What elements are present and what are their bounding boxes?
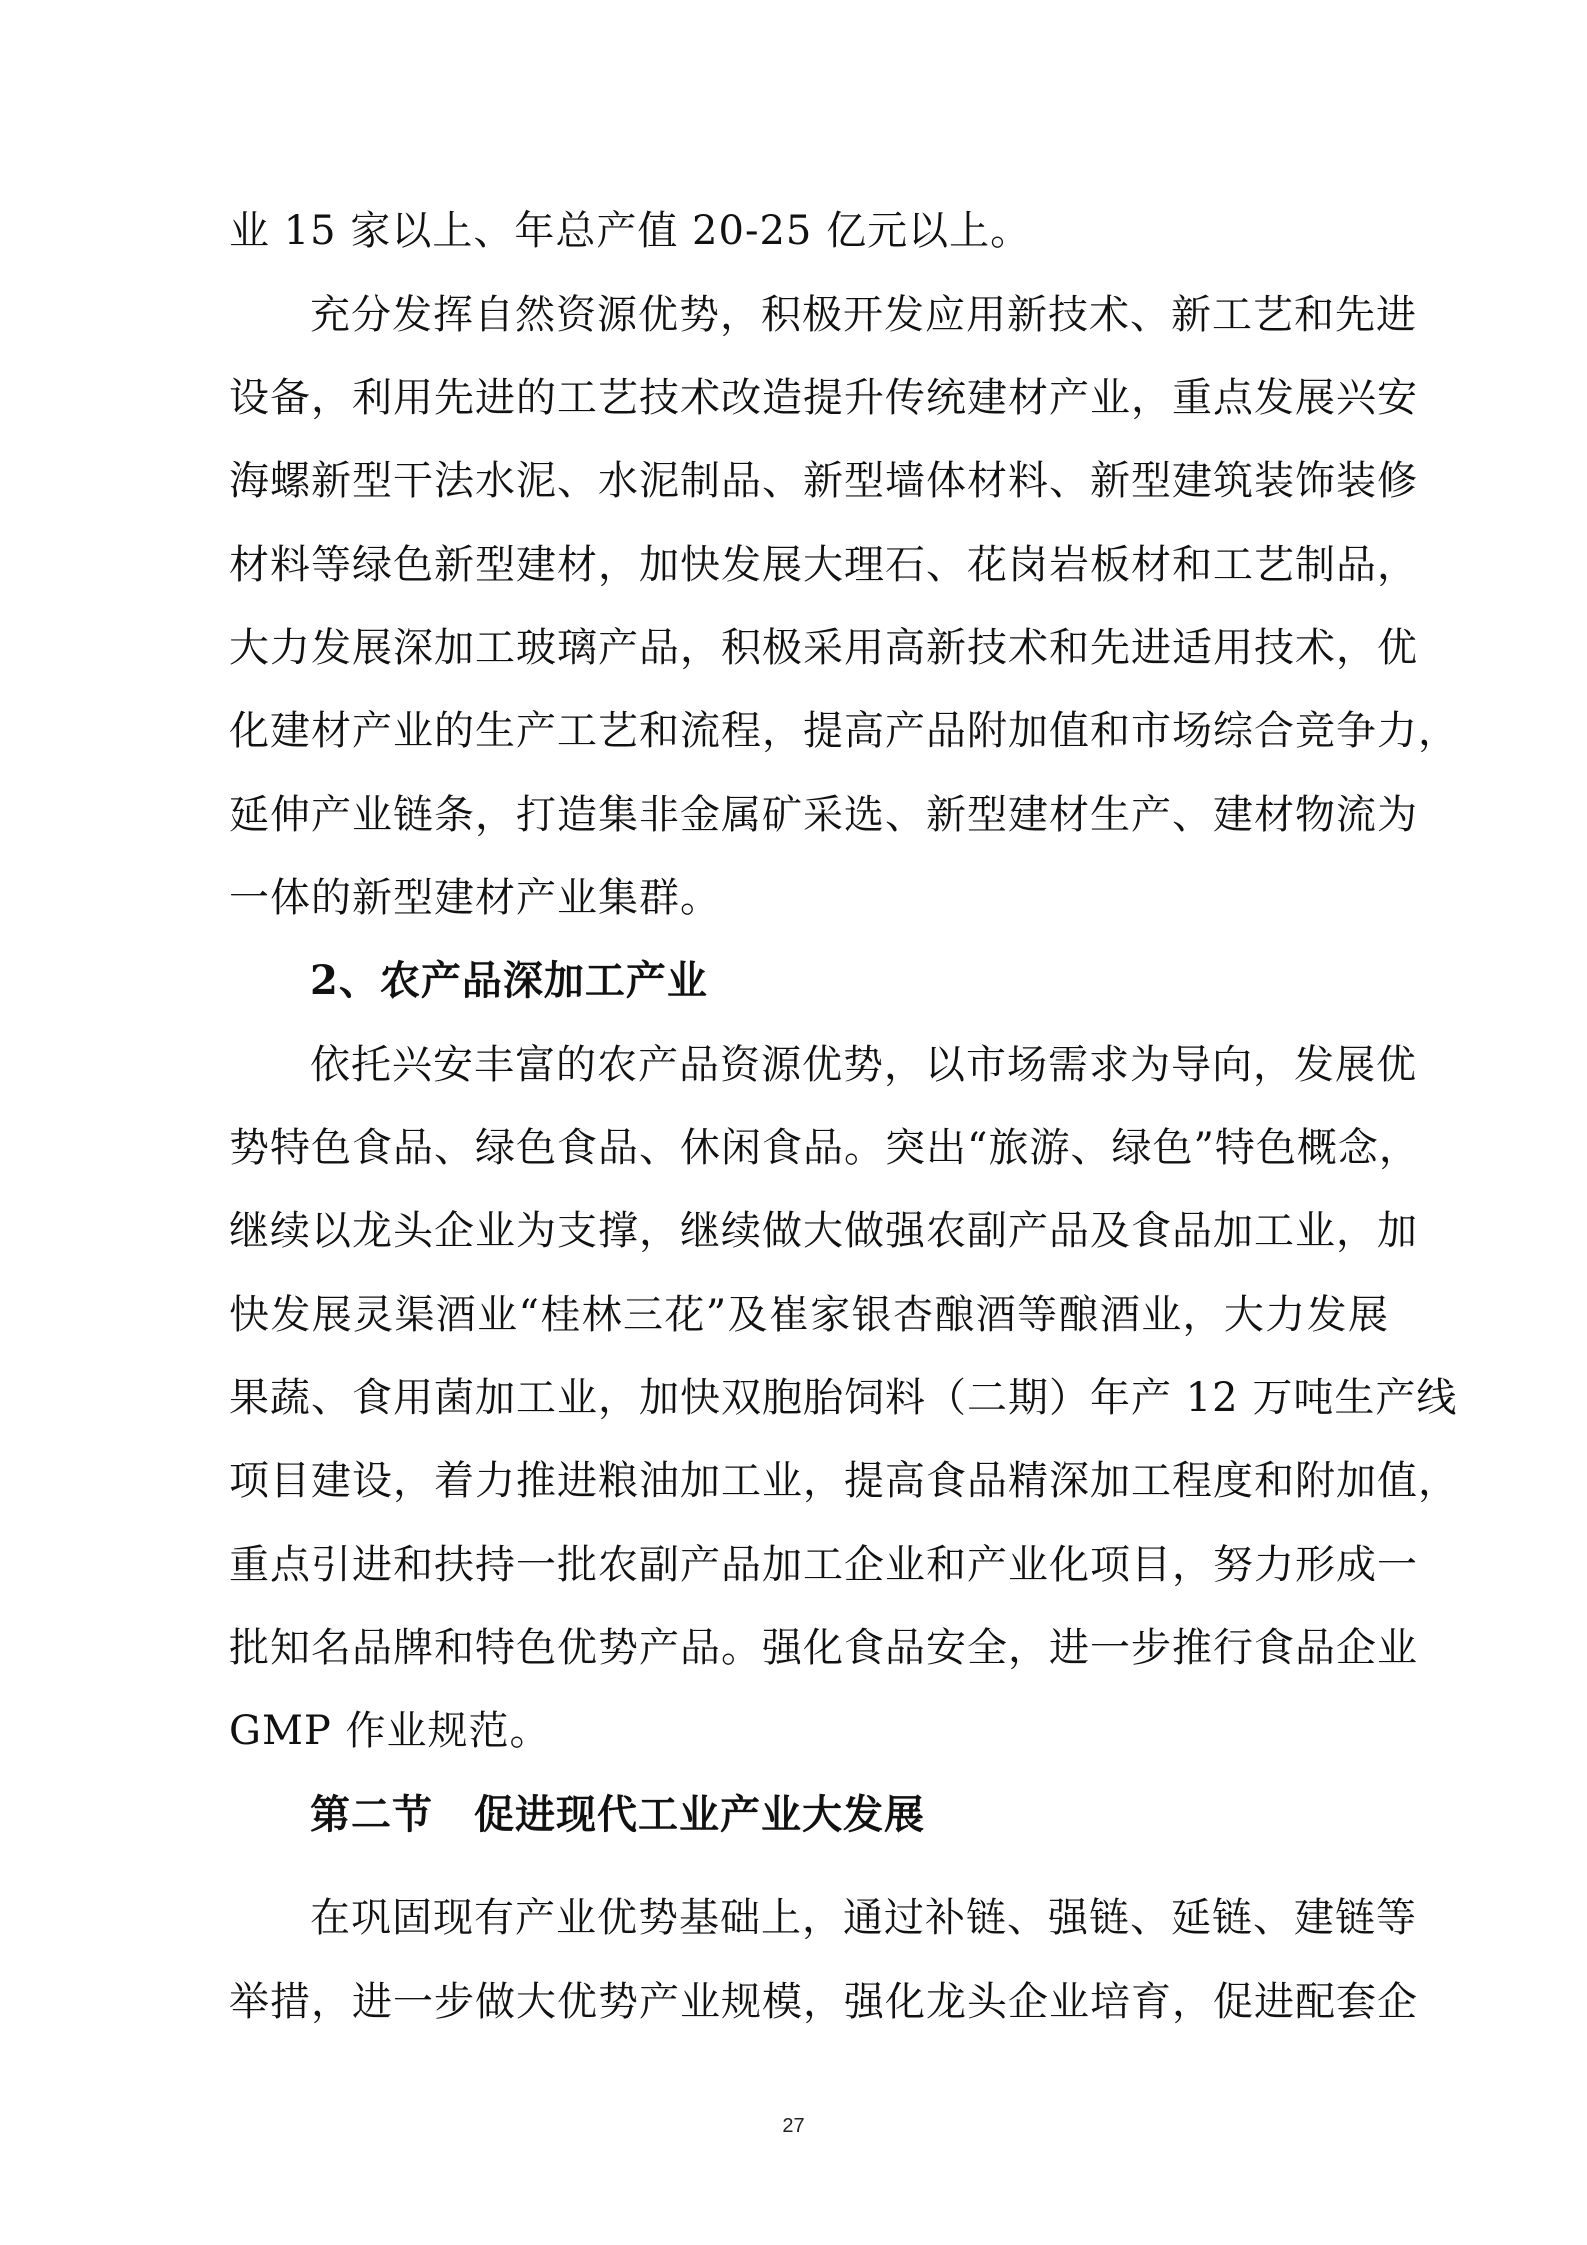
paragraph-line: 一体的新型建材产业集群。 — [229, 875, 721, 921]
paragraph-line: 在巩固现有产业优势基础上，通过补链、强链、延链、建链等 — [310, 1895, 1417, 1941]
paragraph-line: 业 15 家以上、年总产值 20-25 亿元以上。 — [229, 208, 1032, 254]
paragraph-line: 充分发挥自然资源优势，积极开发应用新技术、新工艺和先进 — [310, 292, 1417, 338]
paragraph-line: 大力发展深加工玻璃产品，积极采用高新技术和先进适用技术，优 — [229, 625, 1418, 671]
paragraph-line: 设备，利用先进的工艺技术改造提升传统建材产业，重点发展兴安 — [229, 375, 1418, 421]
section-heading: 第二节 促进现代工业产业大发展 — [310, 1791, 925, 1838]
paragraph-line: 举措，进一步做大优势产业规模，强化龙头企业培育，促进配套企 — [229, 1979, 1418, 2025]
paragraph-line: 项目建设，着力推进粮油加工业，提高食品精深加工程度和附加值， — [229, 1458, 1459, 1504]
paragraph-line: 化建材产业的生产工艺和流程，提高产品附加值和市场综合竞争力， — [229, 708, 1459, 754]
paragraph-line: GMP 作业规范。 — [229, 1708, 551, 1754]
paragraph-line: 依托兴安丰富的农产品资源优势，以市场需求为导向，发展优 — [310, 1042, 1417, 1088]
paragraph-line: 果蔬、食用菌加工业，加快双胞胎饲料（二期）年产 12 万吨生产线 — [229, 1375, 1458, 1421]
paragraph-line: 重点引进和扶持一批农副产品加工企业和产业化项目，努力形成一 — [229, 1542, 1418, 1588]
paragraph-line: 海螺新型干法水泥、水泥制品、新型墙体材料、新型建筑装饰装修 — [229, 458, 1418, 504]
paragraph-line: 延伸产业链条，打造集非金属矿采选、新型建材生产、建材物流为 — [229, 792, 1418, 838]
section-heading: 2、农产品深加工产业 — [310, 957, 708, 1004]
page-number: 27 — [782, 2115, 805, 2137]
paragraph-line: 批知名品牌和特色优势产品。强化食品安全，进一步推行食品企业 — [229, 1625, 1418, 1671]
paragraph-line: 势特色食品、绿色食品、休闲食品。突出“旅游、绿色”特色概念， — [229, 1125, 1420, 1171]
paragraph-line: 快发展灵渠酒业“桂林三花”及崔家银杏酿酒等酿酒业，大力发展 — [229, 1292, 1389, 1338]
paragraph-line: 继续以龙头企业为支撑，继续做大做强农副产品及食品加工业，加 — [229, 1208, 1418, 1254]
paragraph-line: 材料等绿色新型建材，加快发展大理石、花岗岩板材和工艺制品， — [229, 542, 1418, 588]
